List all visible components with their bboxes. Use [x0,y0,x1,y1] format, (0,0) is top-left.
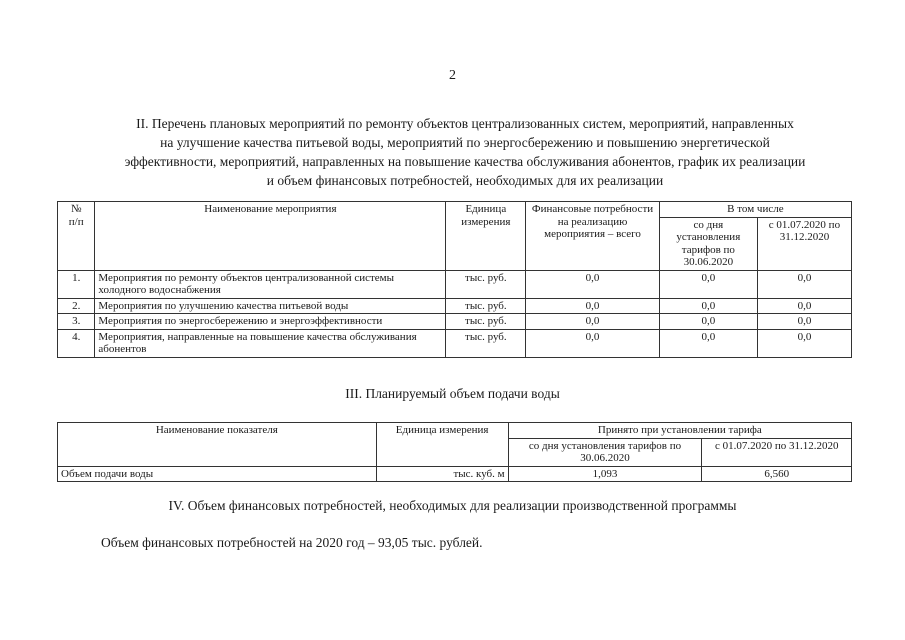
row-unit: тыс. куб. м [376,466,508,482]
row-fin: 0,0 [526,270,660,298]
row-d1: 0,0 [659,329,757,357]
header-accepted: Принято при установлении тарифа [508,423,851,439]
section-2-title-line: и объем финансовых потребностей, необходимых для их реализации [266,173,664,188]
row-fin: 0,0 [526,314,660,330]
row-num: 4. [58,329,95,357]
table-row [58,314,852,330]
financial-needs-text: Объем финансовых потребностей на 2020 год – 93,05 тыс. рублей. [101,535,483,550]
row-name: Мероприятия по улучшению качества питьевой воды [95,298,446,314]
header-d2: с 01.07.2020 по 31.12.2020 [757,217,851,270]
table-header-row [58,202,852,218]
header-indicator: Наименование показателя [58,423,377,467]
row-name: Мероприятия, направленные на повышение качества обслуживания абонентов [95,329,446,357]
section-3-title: III. Планируемый объем подачи воды [345,386,560,401]
row-d1: 0,0 [659,314,757,330]
section-2-title-line: эффективности, мероприятий, направленных на повышение качества обслуживания абонентов, график их реализации [124,154,806,169]
water-supply-table [57,422,852,482]
page-number: 2 [449,68,456,83]
table-row [58,270,852,298]
table-row [58,329,852,357]
section-2-title [70,114,860,190]
table-row [58,298,852,314]
row-unit: тыс. руб. [446,329,526,357]
row-unit: тыс. руб. [446,298,526,314]
table-header-row [58,423,852,439]
row-name: Мероприятия по энергосбережению и энергоэффективности [95,314,446,330]
section-4-title: IV. Объем финансовых потребностей, необходимых для реализации производственной программы [168,498,737,513]
header-fin: Финансовые потребности на реализацию мероприятия – всего [526,202,660,271]
header-incl: В том числе [659,202,851,218]
row-unit: тыс. руб. [446,270,526,298]
header-unit: Единица измерения [376,423,508,467]
header-name: Наименование мероприятия [95,202,446,271]
row-d1: 0,0 [659,270,757,298]
row-num: 3. [58,314,95,330]
row-num: 2. [58,298,95,314]
row-num: 1. [58,270,95,298]
header-num: № п/п [58,202,95,271]
header-unit: Единица измерения [446,202,526,271]
row-d1: 0,0 [659,298,757,314]
row-v1: 1,093 [508,466,702,482]
section-2-title-line: на улучшение качества питьевой воды, мероприятий по энергосбережению и повышению энергетической [160,135,770,150]
header-v1: со дня установления тарифов по 30.06.2020 [508,438,702,466]
row-fin: 0,0 [526,329,660,357]
row-fin: 0,0 [526,298,660,314]
row-d2: 0,0 [757,329,851,357]
measures-table [57,201,852,358]
row-unit: тыс. руб. [446,314,526,330]
table-row [58,466,852,482]
header-d1: со дня установления тарифов по 30.06.2020 [659,217,757,270]
row-name: Объем подачи воды [58,466,377,482]
row-name: Мероприятия по ремонту объектов централизованной системы холодного водоснабжения [95,270,446,298]
row-d2: 0,0 [757,314,851,330]
row-d2: 0,0 [757,298,851,314]
section-2-title-line: II. Перечень плановых мероприятий по ремонту объектов централизованных систем, мероприятий, направленных [136,116,794,131]
row-d2: 0,0 [757,270,851,298]
header-v2: с 01.07.2020 по 31.12.2020 [702,438,852,466]
row-v2: 6,560 [702,466,852,482]
